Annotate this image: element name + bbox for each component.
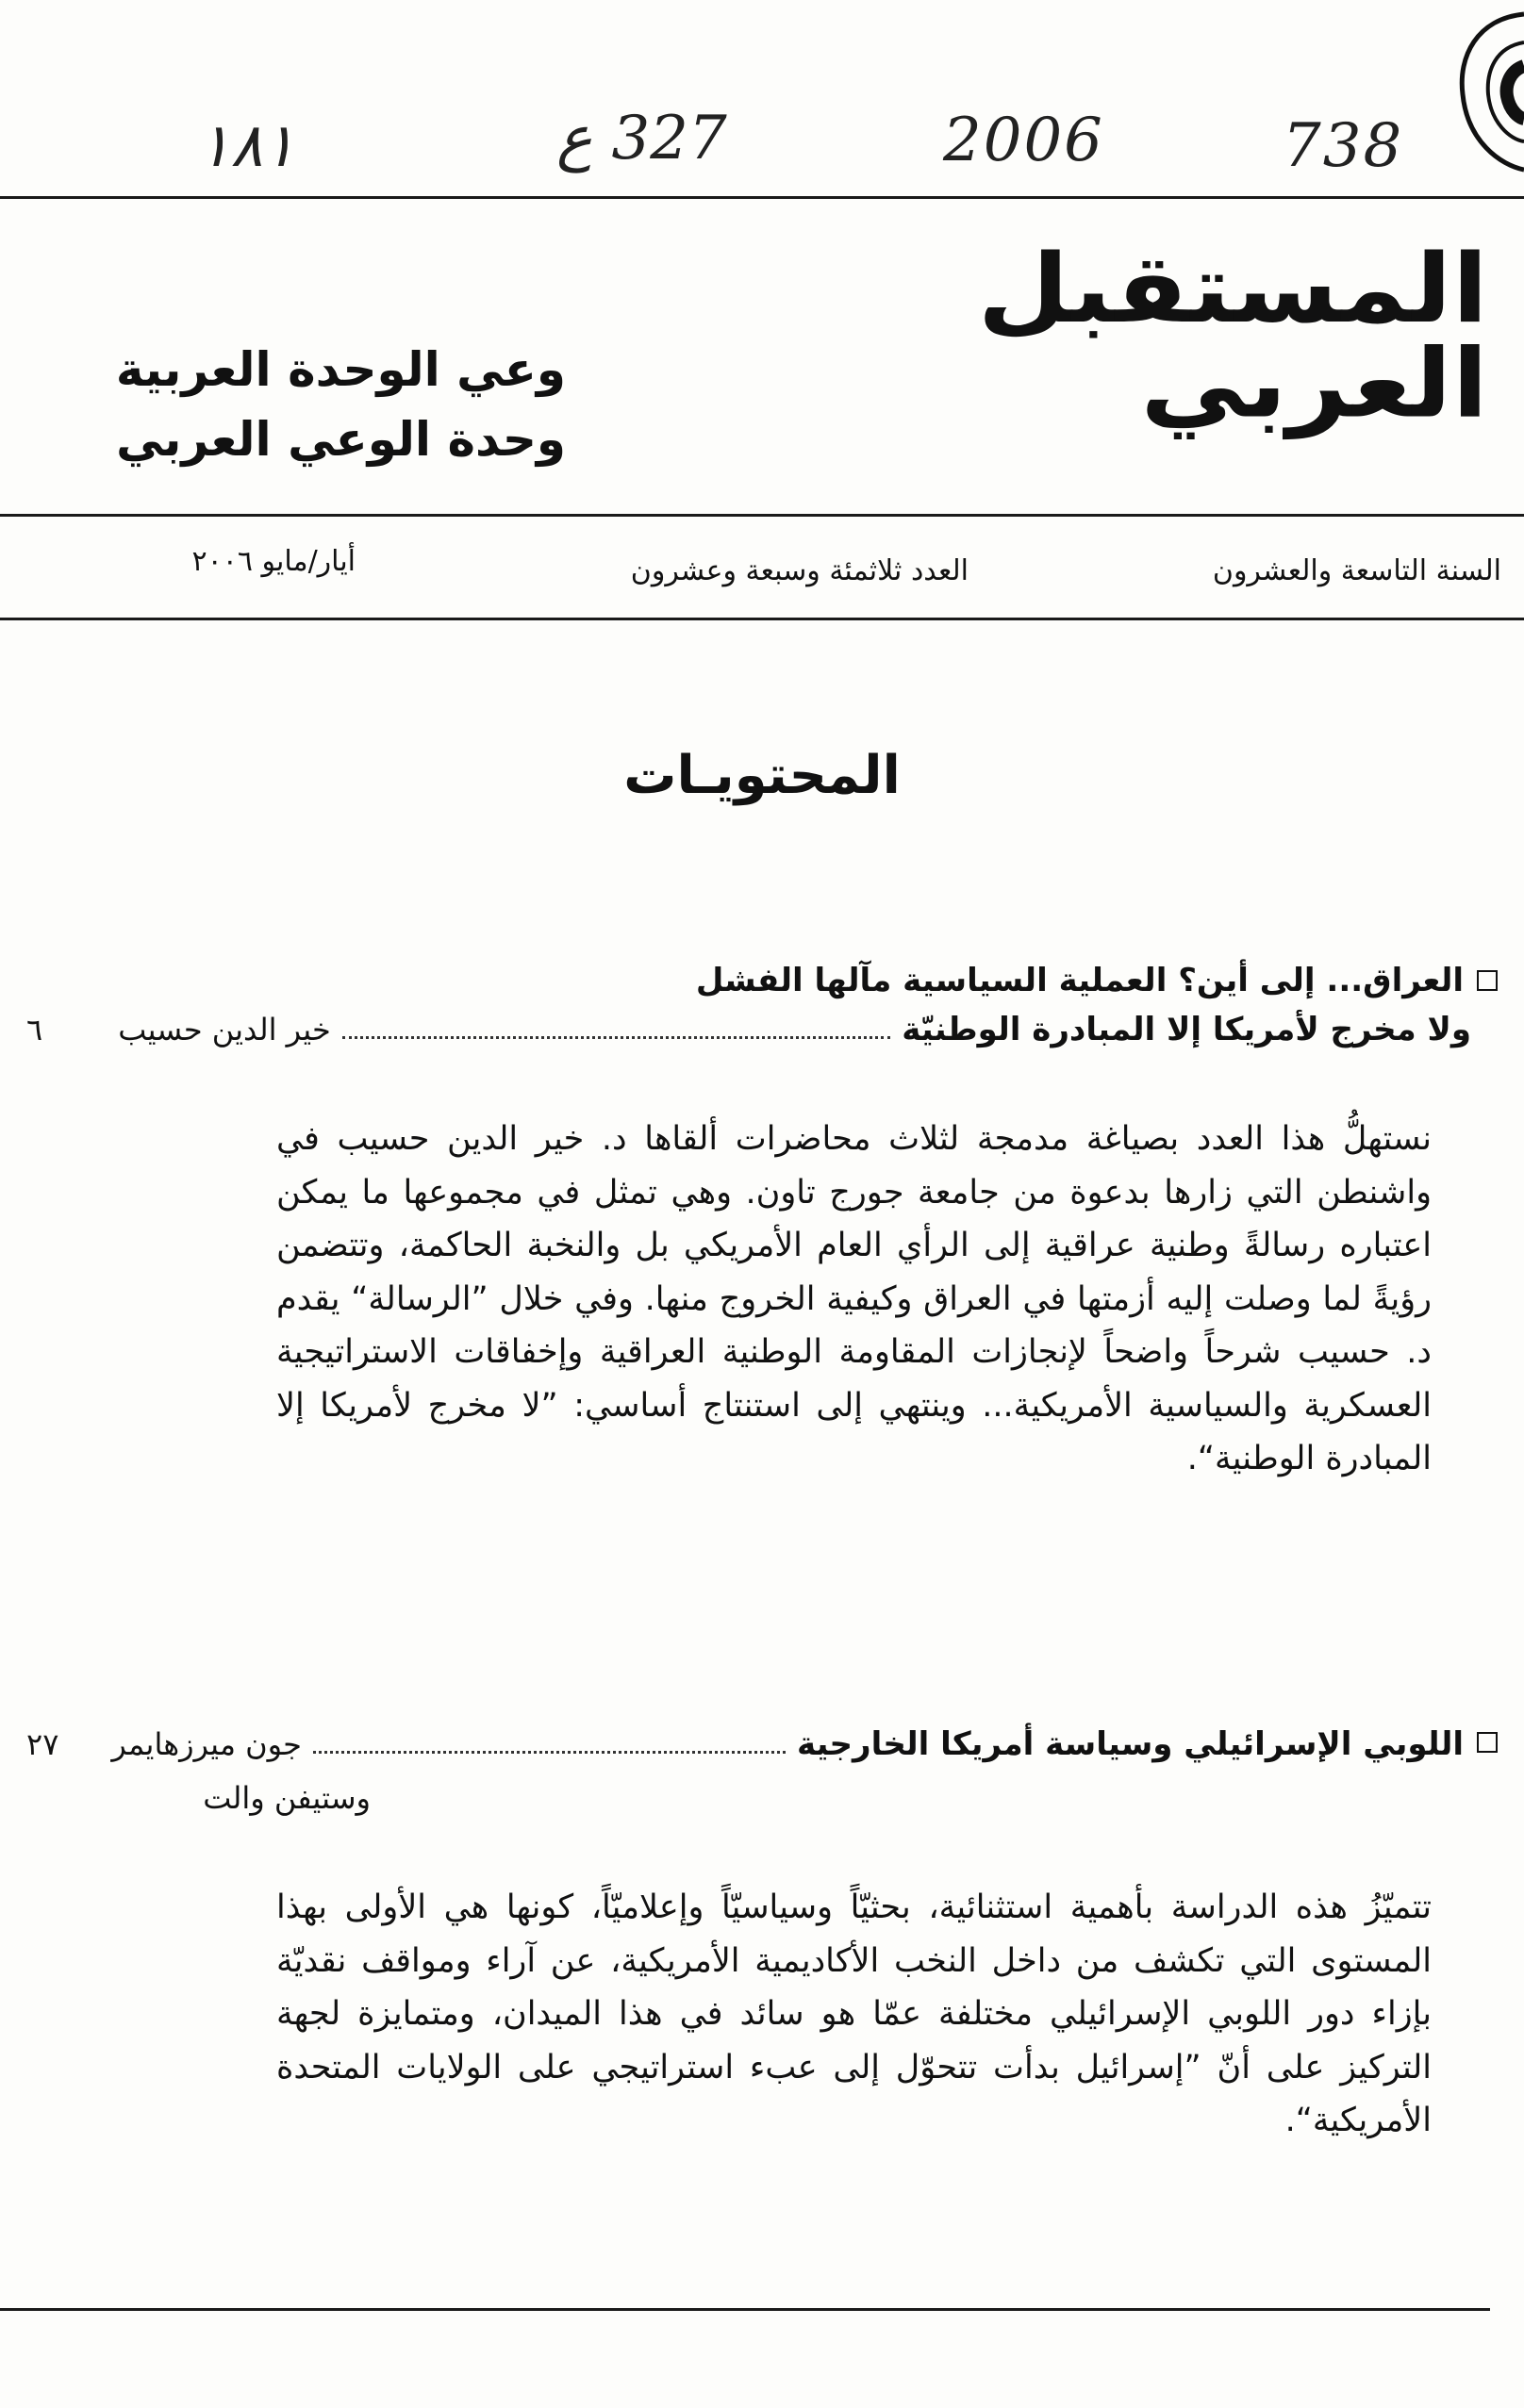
leader-dots — [313, 1750, 786, 1754]
entry-title-line-2[interactable]: ولا مخرج لأمريكا إلا المبادرة الوطنيّة — [902, 1011, 1471, 1048]
magazine-tagline — [38, 335, 566, 474]
tagline-line-2: وحدة الوعي العربي — [116, 412, 566, 467]
handwritten-year: 2006 — [943, 106, 1104, 175]
issue-bottom-rule — [0, 618, 1524, 620]
entry-checkbox-icon — [1477, 1732, 1498, 1753]
corner-stamp — [1420, 0, 1524, 189]
entry-page-number: ٦ — [26, 1012, 43, 1047]
entry-summary: تتميّزُ هذه الدراسة بأهمية استثنائية، بحثيّاً وسياسيّاً وإعلاميّاً، كونها هي الأولى بهذا المستوى التي تكشف من داخل النخب الأكاديمية الأمريكية، عن آراء ومواقف نقديّة بإزاء دور اللوبي الإسرائيلي مختلفة عمّا هو سائد في هذا الميدان، ومتمايزة لجهة التركيز على أنّ ”إسرائيل بدأت تتحوّل إلى عبء استراتيجي على الولايات المتحدة الأمريكية“. — [276, 1888, 1432, 2139]
entry-title-row — [26, 1011, 1498, 1048]
entry-title-line-1[interactable]: العراق... إلى أين؟ العملية السياسية مآلها الفشل — [26, 962, 1498, 999]
contents-title: المحتويـات — [623, 745, 901, 806]
entry-checkbox-icon — [1477, 970, 1498, 991]
contents-entry — [26, 1725, 1498, 1816]
entry-title-row — [26, 1725, 1498, 1763]
handwritten-reference: 327 ع — [556, 104, 727, 173]
contents-entry — [26, 962, 1498, 1048]
entry-co-author: وستيفن والت — [203, 1780, 371, 1816]
tagline-line-1: وعي الوحدة العربية — [115, 342, 566, 397]
issue-date: أيار/مايو ٢٠٠٦ — [191, 545, 356, 578]
volume-year: السنة التاسعة والعشرون — [1212, 554, 1501, 587]
magazine-logo: المستقبل العربي — [977, 234, 1488, 439]
issue-top-rule — [0, 514, 1524, 517]
handwritten-code: 738 — [1283, 111, 1404, 181]
entry-author: جون ميرزهايمر — [111, 1726, 302, 1762]
top-rule — [0, 196, 1524, 199]
leader-dots — [342, 1035, 891, 1039]
entry-page-number: ٢٧ — [26, 1726, 59, 1762]
bottom-rule — [0, 2308, 1490, 2311]
issue-info-row — [38, 545, 1501, 611]
entry-author: خير الدين حسيب — [118, 1012, 331, 1047]
handwritten-number: ١٨١ — [198, 111, 296, 181]
issue-number: العدد ثلاثمئة وسبعة وعشرون — [630, 554, 969, 587]
entry-summary: نستهلُّ هذا العدد بصياغة مدمجة لثلاث محاضرات ألقاها د. خير الدين حسيب في واشنطن التي زارها بدعوة من جامعة جورج تاون. وهي تمثل في مجموعها ما يمكن اعتباره رسالةً وطنية عراقية إلى الرأي العام الأمريكي بل والنخبة الحاكمة، وتتضمن رؤيةً لما وصلت إليه أزمتها في العراق وكيفية الخروج منها. وفي خلال ”الرسالة“ يقدم د. حسيب شرحاً واضحاً لإنجازات المقاومة الوطنية العراقية وإخفاقات الاستراتيجية العسكرية والسياسية الأمريكية... وينتهي إلى استنتاج أساسي: ”لا مخرج لأمريكا إلا المبادرة الوطنية“. — [276, 1120, 1432, 1477]
entry-title[interactable]: اللوبي الإسرائيلي وسياسة أمريكا الخارجية — [797, 1725, 1464, 1763]
